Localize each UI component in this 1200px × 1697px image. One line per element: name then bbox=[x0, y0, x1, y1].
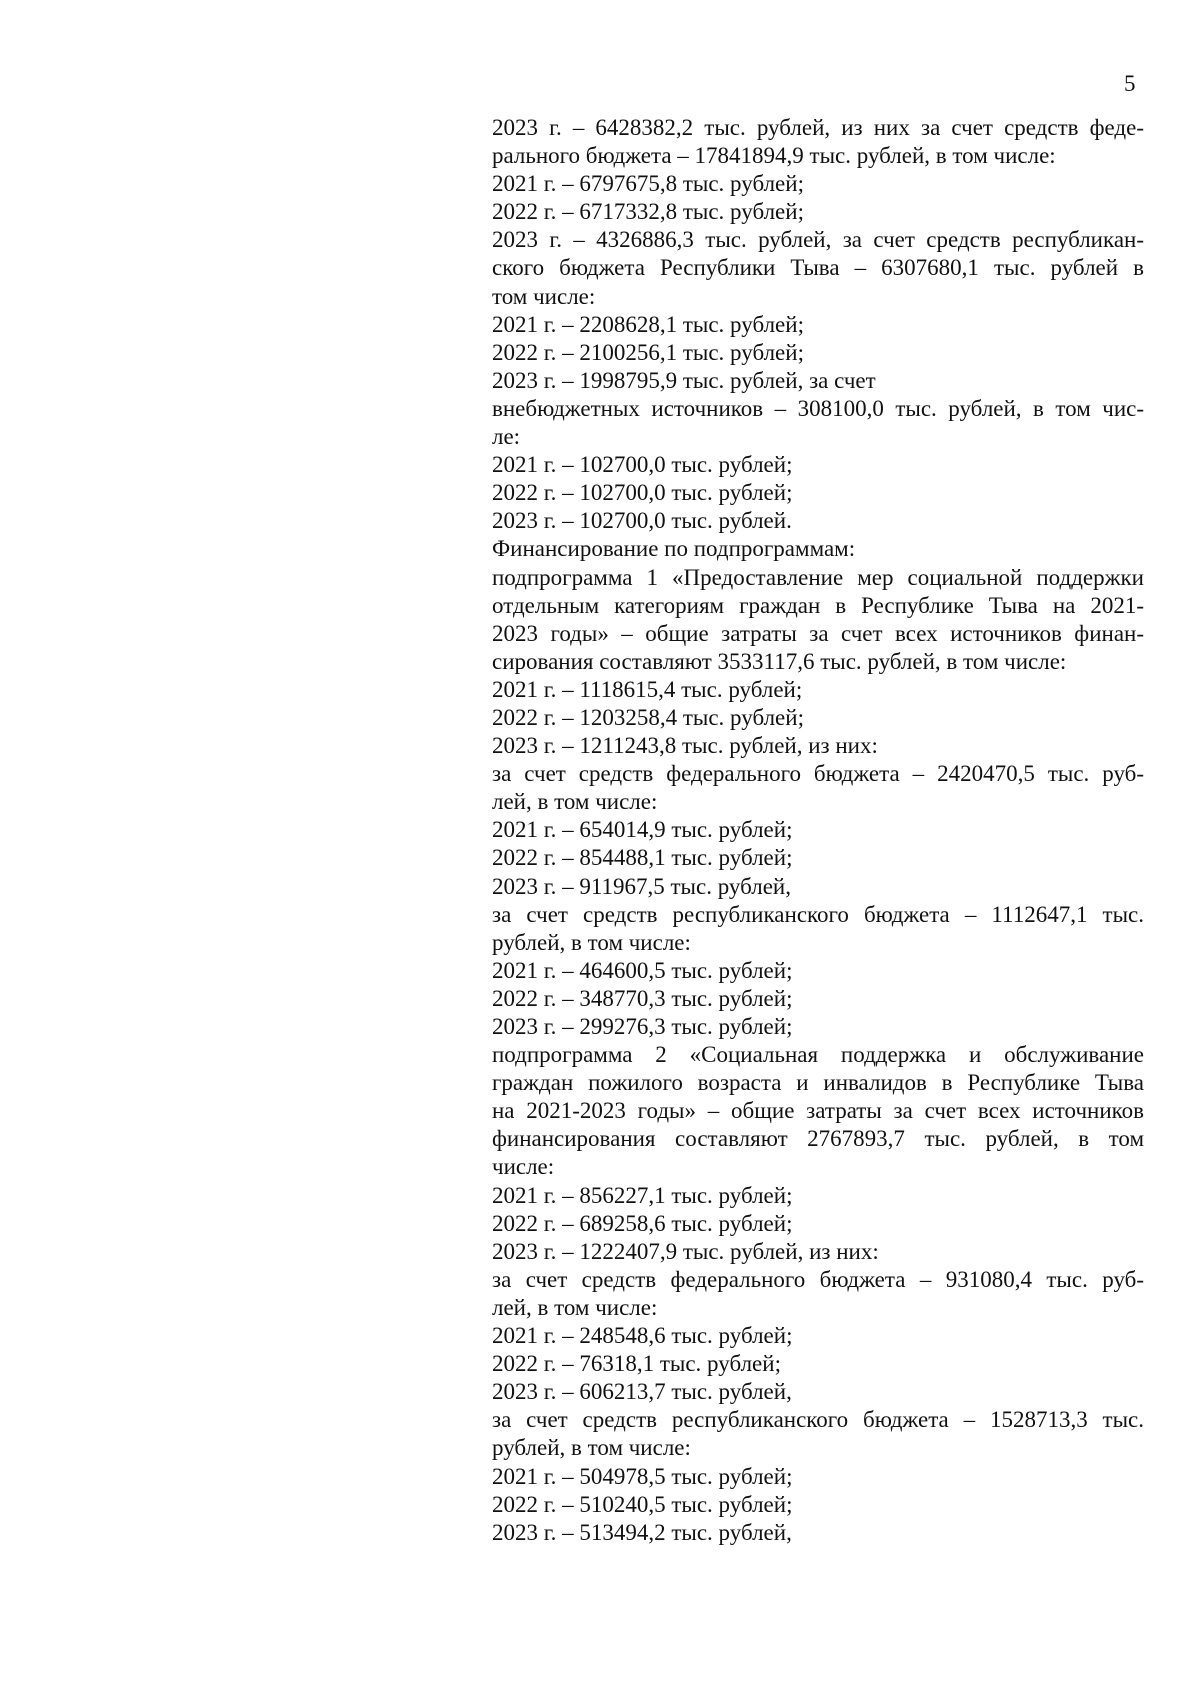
text-line: 2021 г. – 654014,9 тыс. рублей; bbox=[492, 817, 793, 843]
text-line: 2023 годы» – общие затраты за счет всех источников финан- bbox=[492, 620, 1144, 646]
text-line: Финансирование по подпрограммам: bbox=[492, 536, 856, 562]
text-line: за счет средств республиканского бюджета – 1528713,3 тыс. bbox=[492, 1407, 1144, 1433]
text-line: ле: bbox=[492, 424, 521, 450]
text-line: финансирования составляют 2767893,7 тыс. рублей, в том bbox=[492, 1126, 1144, 1152]
text-line: рублей, в том числе: bbox=[492, 1435, 691, 1461]
text-line: подпрограмма 2 «Социальная поддержка и обслуживание bbox=[492, 1042, 1144, 1068]
text-line: 2021 г. – 6797675,8 тыс. рублей; bbox=[492, 171, 804, 197]
text-line: 2023 г. – 513494,2 тыс. рублей, bbox=[492, 1519, 792, 1545]
text-line: лей, в том числе: bbox=[492, 1294, 658, 1320]
text-line: 2021 г. – 856227,1 тыс. рублей; bbox=[492, 1182, 793, 1208]
text-line: 2021 г. – 248548,6 тыс. рублей; bbox=[492, 1323, 793, 1349]
text-line: 2023 г. – 6428382,2 тыс. рублей, из них за счет средств феде- bbox=[492, 115, 1144, 140]
text-line: 2022 г. – 102700,0 тыс. рублей; bbox=[492, 480, 793, 506]
page-number: 5 bbox=[1124, 71, 1136, 96]
text-line: 2022 г. – 1203258,4 тыс. рублей; bbox=[492, 704, 804, 730]
text-line: том числе: bbox=[492, 283, 596, 309]
text-line: 2023 г. – 911967,5 тыс. рублей, bbox=[492, 873, 791, 899]
text-line: ского бюджета Республики Тыва – 6307680,1 тыс. рублей в bbox=[492, 255, 1144, 281]
text-line: лей, в том числе: bbox=[492, 789, 658, 815]
text-line: рублей, в том числе: bbox=[492, 929, 691, 955]
text-line: 2023 г. – 1211243,8 тыс. рублей, из них: bbox=[492, 733, 878, 759]
text-line: за счет средств федерального бюджета – 2420470,5 тыс. руб- bbox=[492, 761, 1144, 787]
text-line: 2023 г. – 299276,3 тыс. рублей; bbox=[492, 1014, 793, 1039]
text-line: 2022 г. – 689258,6 тыс. рублей; bbox=[492, 1210, 793, 1236]
text-line: 2022 г. – 348770,3 тыс. рублей; bbox=[492, 985, 793, 1011]
text-line: 2021 г. – 504978,5 тыс. рублей; bbox=[492, 1463, 793, 1489]
text-line: 2021 г. – 2208628,1 тыс. рублей; bbox=[492, 311, 804, 337]
text-line: 2023 г. – 606213,7 тыс. рублей, bbox=[492, 1379, 792, 1405]
text-line: числе: bbox=[492, 1154, 555, 1180]
text-line: 2022 г. – 76318,1 тыс. рублей; bbox=[492, 1351, 781, 1377]
text-line: подпрограмма 1 «Предоставление мер социальной поддержки bbox=[492, 564, 1144, 590]
text-line: на 2021-2023 годы» – общие затраты за счет всех источников bbox=[492, 1098, 1144, 1124]
text-line: 2022 г. – 6717332,8 тыс. рублей; bbox=[492, 199, 804, 225]
text-line: 2021 г. – 464600,5 тыс. рублей; bbox=[492, 957, 793, 983]
text-line: 2021 г. – 102700,0 тыс. рублей; bbox=[492, 452, 793, 478]
text-line: 2023 г. – 4326886,3 тыс. рублей, за счет средств республикан- bbox=[492, 227, 1144, 253]
text-line: 2022 г. – 510240,5 тыс. рублей; bbox=[492, 1491, 793, 1517]
text-line: 2021 г. – 1118615,4 тыс. рублей; bbox=[492, 676, 803, 702]
text-line: 2022 г. – 854488,1 тыс. рублей; bbox=[492, 845, 793, 871]
text-line: за счет средств федерального бюджета – 931080,4 тыс. руб- bbox=[492, 1266, 1144, 1292]
funding-text-block bbox=[492, 114, 1144, 1547]
text-line: отдельным категориям граждан в Республике Тыва на 2021- bbox=[492, 592, 1144, 618]
text-line: 2022 г. – 2100256,1 тыс. рублей; bbox=[492, 339, 804, 365]
text-line: рального бюджета – 17841894,9 тыс. рублей, в том числе: bbox=[492, 143, 1056, 169]
text-line: 2023 г. – 1222407,9 тыс. рублей, из них: bbox=[492, 1238, 879, 1264]
text-line: за счет средств республиканского бюджета – 1112647,1 тыс. bbox=[492, 901, 1144, 927]
text-line: внебюджетных источников – 308100,0 тыс. рублей, в том чис- bbox=[492, 395, 1144, 421]
text-line: 2023 г. – 1998795,9 тыс. рублей, за счет bbox=[492, 367, 876, 393]
text-line: 2023 г. – 102700,0 тыс. рублей. bbox=[492, 508, 792, 534]
text-line: сирования составляют 3533117,6 тыс. рублей, в том числе: bbox=[492, 648, 1067, 674]
text-line: граждан пожилого возраста и инвалидов в Республике Тыва bbox=[492, 1070, 1144, 1096]
